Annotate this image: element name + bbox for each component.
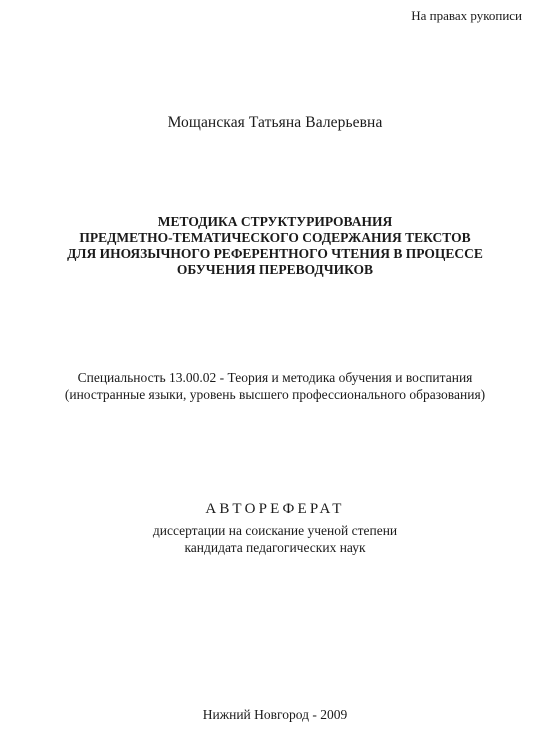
degree-block	[0, 522, 550, 556]
degree-line: кандидата педагогических наук	[184, 540, 366, 555]
degree-line: диссертации на соискание ученой степени	[152, 523, 398, 538]
manuscript-note: На правах рукописи	[411, 8, 522, 23]
author-name: Мощанская Татьяна Валерьевна	[167, 114, 383, 131]
specialty-line: Специальность 13.00.02 - Теория и методика обучения и воспитания	[77, 370, 473, 385]
title-line: МЕТОДИКА СТРУКТУРИРОВАНИЯ	[157, 214, 393, 229]
title-line: ОБУЧЕНИЯ ПЕРЕВОДЧИКОВ	[176, 262, 374, 277]
specialty-line: (иностранные языки, уровень высшего профессионального образования)	[64, 387, 486, 402]
dissertation-title	[0, 214, 550, 278]
title-line: ДЛЯ ИНОЯЗЫЧНОГО РЕФЕРЕНТНОГО ЧТЕНИЯ В ПРОЦЕССЕ	[67, 246, 483, 261]
city-year: Нижний Новгород - 2009	[202, 707, 348, 722]
specialty-block	[0, 369, 550, 403]
title-line: ПРЕДМЕТНО-ТЕМАТИЧЕСКОГО СОДЕРЖАНИЯ ТЕКСТОВ	[79, 230, 471, 245]
abstract-heading: АВТОРЕФЕРАТ	[205, 501, 345, 517]
